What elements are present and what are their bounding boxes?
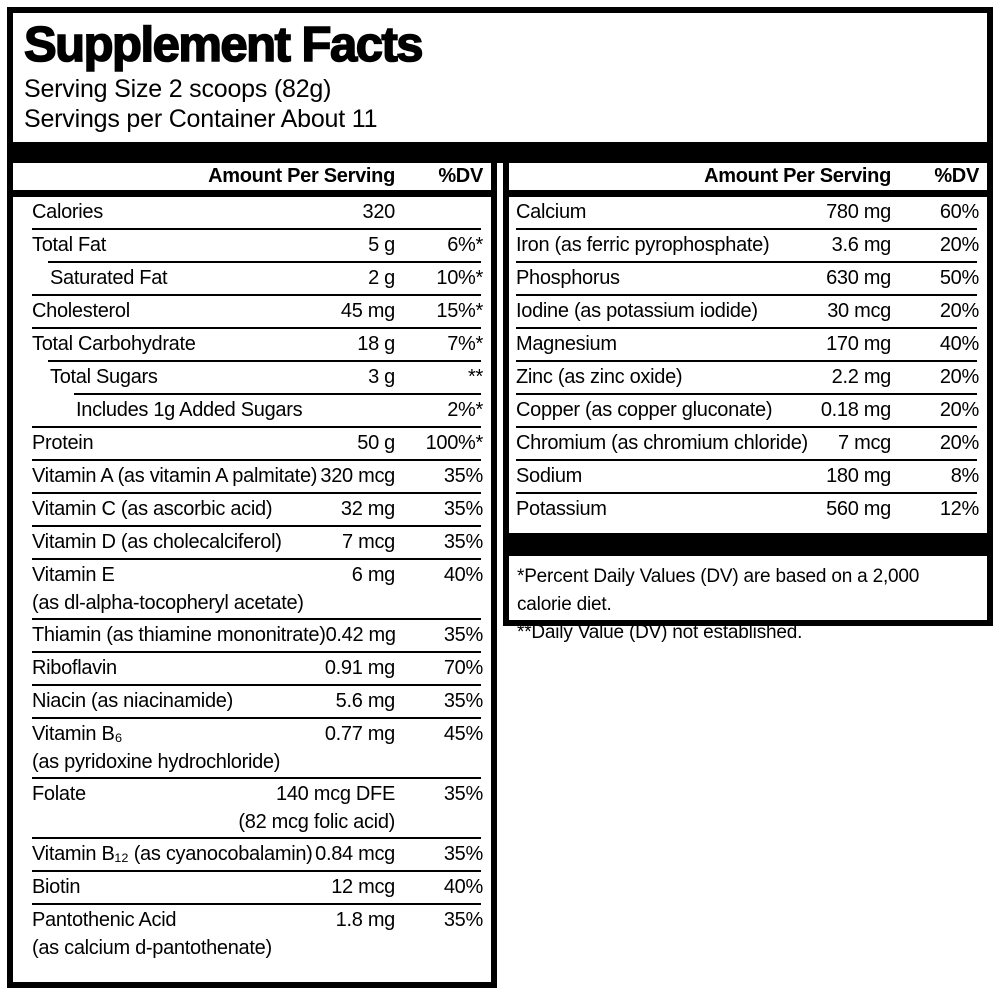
table-row — [509, 263, 987, 294]
nutrient-note: (as calcium d-pantothenate) — [32, 937, 272, 959]
nutrient-name: Protein — [32, 432, 94, 454]
nutrient-amount: 140 mcg DFE — [276, 783, 395, 805]
table-row — [13, 230, 491, 261]
table-row — [13, 839, 491, 870]
nutrient-amount: 0.77 mg — [324, 723, 395, 745]
table-row — [13, 872, 491, 903]
nutrient-note-row — [13, 936, 491, 963]
mineral-rows — [509, 197, 987, 525]
nutrient-amount: 45 mg — [340, 300, 395, 322]
nutrient-amount: 12 mcg — [331, 876, 395, 898]
nutrient-dv: 70% — [443, 657, 483, 679]
nutrient-dv: 35% — [443, 531, 483, 553]
nutrient-note-row — [13, 750, 491, 777]
table-row — [13, 779, 491, 810]
nutrient-name: Total Sugars — [50, 366, 158, 388]
nutrient-name: Vitamin E — [32, 564, 115, 586]
nutrient-dv: 20% — [939, 432, 979, 454]
nutrient-dv: 50% — [939, 267, 979, 289]
nutrient-amount: 180 mg — [826, 465, 891, 487]
dv-header: %DV — [934, 165, 979, 187]
nutrient-name: Vitamin D (as cholecalciferol) — [32, 531, 282, 553]
table-row — [13, 296, 491, 327]
nutrient-dv: 35% — [443, 498, 483, 520]
thick-divider-bar — [7, 142, 993, 163]
nutrient-dv: 10%* — [436, 267, 483, 289]
nutrient-rows — [13, 197, 491, 963]
nutrient-amount: 320 — [362, 201, 395, 223]
nutrient-amount: 0.91 mg — [324, 657, 395, 679]
serving-size-text: Serving Size 2 scoops (82g) — [24, 75, 332, 103]
nutrient-name: Cholesterol — [32, 300, 130, 322]
nutrient-dv: 35% — [443, 909, 483, 931]
table-row — [13, 395, 491, 426]
nutrient-dv: 40% — [443, 876, 483, 898]
nutrient-amount: 780 mg — [826, 201, 891, 223]
nutrient-name: Niacin (as niacinamide) — [32, 690, 233, 712]
table-row — [509, 494, 987, 525]
table-row — [509, 197, 987, 228]
nutrient-note-row — [13, 810, 491, 837]
servings-per-container-text: Servings per Container About 11 — [24, 105, 378, 133]
nutrient-amount: 5 g — [368, 234, 395, 256]
table-row — [509, 296, 987, 327]
nutrient-name: Chromium (as chromium chloride) — [516, 432, 808, 454]
nutrient-note: (82 mcg folic acid) — [238, 811, 395, 833]
nutrient-name: Calcium — [516, 201, 587, 223]
nutrient-dv: 40% — [939, 333, 979, 355]
nutrient-name: Total Carbohydrate — [32, 333, 196, 355]
nutrient-dv: 35% — [443, 465, 483, 487]
nutrient-name: Phosphorus — [516, 267, 620, 289]
nutrient-amount: 7 mcg — [342, 531, 395, 553]
nutrient-name: Saturated Fat — [50, 267, 168, 289]
nutrient-dv: 35% — [443, 783, 483, 805]
footnote-divider-bar — [509, 533, 987, 556]
amount-per-serving-header: Amount Per Serving — [704, 165, 891, 187]
nutrient-amount: 5.6 mg — [335, 690, 395, 712]
nutrient-dv: 35% — [443, 624, 483, 646]
nutrient-amount: 6 mg — [351, 564, 395, 586]
nutrient-dv: 20% — [939, 366, 979, 388]
table-row — [13, 428, 491, 459]
nutrient-amount: 32 mg — [340, 498, 395, 520]
nutrient-name: Biotin — [32, 876, 81, 898]
table-row — [509, 461, 987, 492]
dv-header: %DV — [438, 165, 483, 187]
column-header — [509, 163, 987, 190]
label-title: Supplement Facts — [24, 18, 423, 72]
footnote-daily-values: *Percent Daily Values (DV) are based on a 2,000 calorie diet. — [517, 566, 920, 615]
nutrient-name: Magnesium — [516, 333, 617, 355]
table-row — [509, 428, 987, 459]
table-row — [13, 197, 491, 228]
nutrient-amount: 2.2 mg — [831, 366, 891, 388]
table-row — [13, 494, 491, 525]
footnotes — [509, 556, 987, 647]
nutrient-amount: 0.84 mcg — [315, 843, 395, 865]
nutrient-dv: 12% — [939, 498, 979, 520]
nutrient-amount: 170 mg — [826, 333, 891, 355]
nutrient-name: Iron (as ferric pyrophosphate) — [516, 234, 770, 256]
table-row — [13, 263, 491, 294]
nutrient-name: Calories — [32, 201, 103, 223]
nutrient-dv: 35% — [443, 843, 483, 865]
table-row — [13, 461, 491, 492]
table-row — [13, 527, 491, 558]
minerals-column — [503, 163, 993, 643]
header-rule — [509, 190, 987, 197]
nutrient-amount: 560 mg — [826, 498, 891, 520]
nutrient-name: Total Fat — [32, 234, 106, 256]
nutrient-name: Thiamin (as thiamine mononitrate) — [32, 624, 326, 646]
nutrient-amount: 320 mcg — [320, 465, 395, 487]
nutrient-dv: 100%* — [425, 432, 483, 454]
amount-per-serving-header: Amount Per Serving — [208, 165, 395, 187]
nutrient-note: (as dl-alpha-tocopheryl acetate) — [32, 592, 304, 614]
nutrient-name: Riboflavin — [32, 657, 117, 679]
nutrient-name: Folate — [32, 783, 86, 805]
nutrient-note-row — [13, 591, 491, 618]
nutrient-dv: 2%* — [447, 399, 483, 421]
nutrient-name: Potassium — [516, 498, 607, 520]
nutrient-amount: 7 mcg — [838, 432, 891, 454]
nutrient-amount: 3.6 mg — [831, 234, 891, 256]
nutrient-name: Zinc (as zinc oxide) — [516, 366, 683, 388]
nutrients-column — [7, 163, 497, 988]
footnote-dv-not-established: **Daily Value (DV) not established. — [517, 622, 803, 643]
table-row — [13, 686, 491, 717]
nutrient-name: Vitamin B₁₂ (as cyanocobalamin) — [32, 843, 313, 865]
nutrient-amount: 630 mg — [826, 267, 891, 289]
nutrient-dv: 6%* — [447, 234, 483, 256]
nutrient-dv: 20% — [939, 399, 979, 421]
table-row — [509, 230, 987, 261]
table-row — [13, 560, 491, 591]
table-row — [13, 905, 491, 936]
nutrient-dv: 45% — [443, 723, 483, 745]
nutrient-amount: 2 g — [368, 267, 395, 289]
nutrient-amount: 1.8 mg — [335, 909, 395, 931]
nutrient-amount: 18 g — [357, 333, 395, 355]
nutrient-name: Sodium — [516, 465, 583, 487]
nutrient-dv: 35% — [443, 690, 483, 712]
nutrient-dv: 20% — [939, 300, 979, 322]
table-row — [509, 395, 987, 426]
label-header — [7, 7, 993, 142]
table-row — [13, 719, 491, 750]
nutrient-dv: ** — [468, 366, 483, 388]
table-row — [509, 329, 987, 360]
table-row — [13, 329, 491, 360]
table-row — [13, 653, 491, 684]
column-header — [13, 163, 491, 190]
nutrient-note: (as pyridoxine hydrochloride) — [32, 751, 281, 773]
nutrient-name: Vitamin B₆ — [32, 723, 123, 745]
table-row — [13, 620, 491, 651]
nutrient-dv: 15%* — [436, 300, 483, 322]
nutrient-amount: 0.18 mg — [820, 399, 891, 421]
table-row — [13, 362, 491, 393]
nutrient-dv: 8% — [950, 465, 979, 487]
nutrient-name: Iodine (as potassium iodide) — [516, 300, 758, 322]
nutrient-name: Copper (as copper gluconate) — [516, 399, 773, 421]
nutrient-name: Includes 1g Added Sugars — [76, 399, 303, 421]
nutrient-name: Vitamin A (as vitamin A palmitate) — [32, 465, 318, 487]
nutrient-dv: 20% — [939, 234, 979, 256]
nutrient-amount: 0.42 mg — [325, 624, 396, 646]
header-rule — [13, 190, 491, 197]
nutrient-amount: 50 g — [357, 432, 395, 454]
nutrient-dv: 7%* — [447, 333, 483, 355]
nutrient-dv: 60% — [939, 201, 979, 223]
nutrient-name: Pantothenic Acid — [32, 909, 177, 931]
table-row — [509, 362, 987, 393]
nutrient-amount: 30 mcg — [827, 300, 891, 322]
nutrient-dv: 40% — [443, 564, 483, 586]
nutrient-name: Vitamin C (as ascorbic acid) — [32, 498, 273, 520]
nutrient-amount: 3 g — [368, 366, 395, 388]
